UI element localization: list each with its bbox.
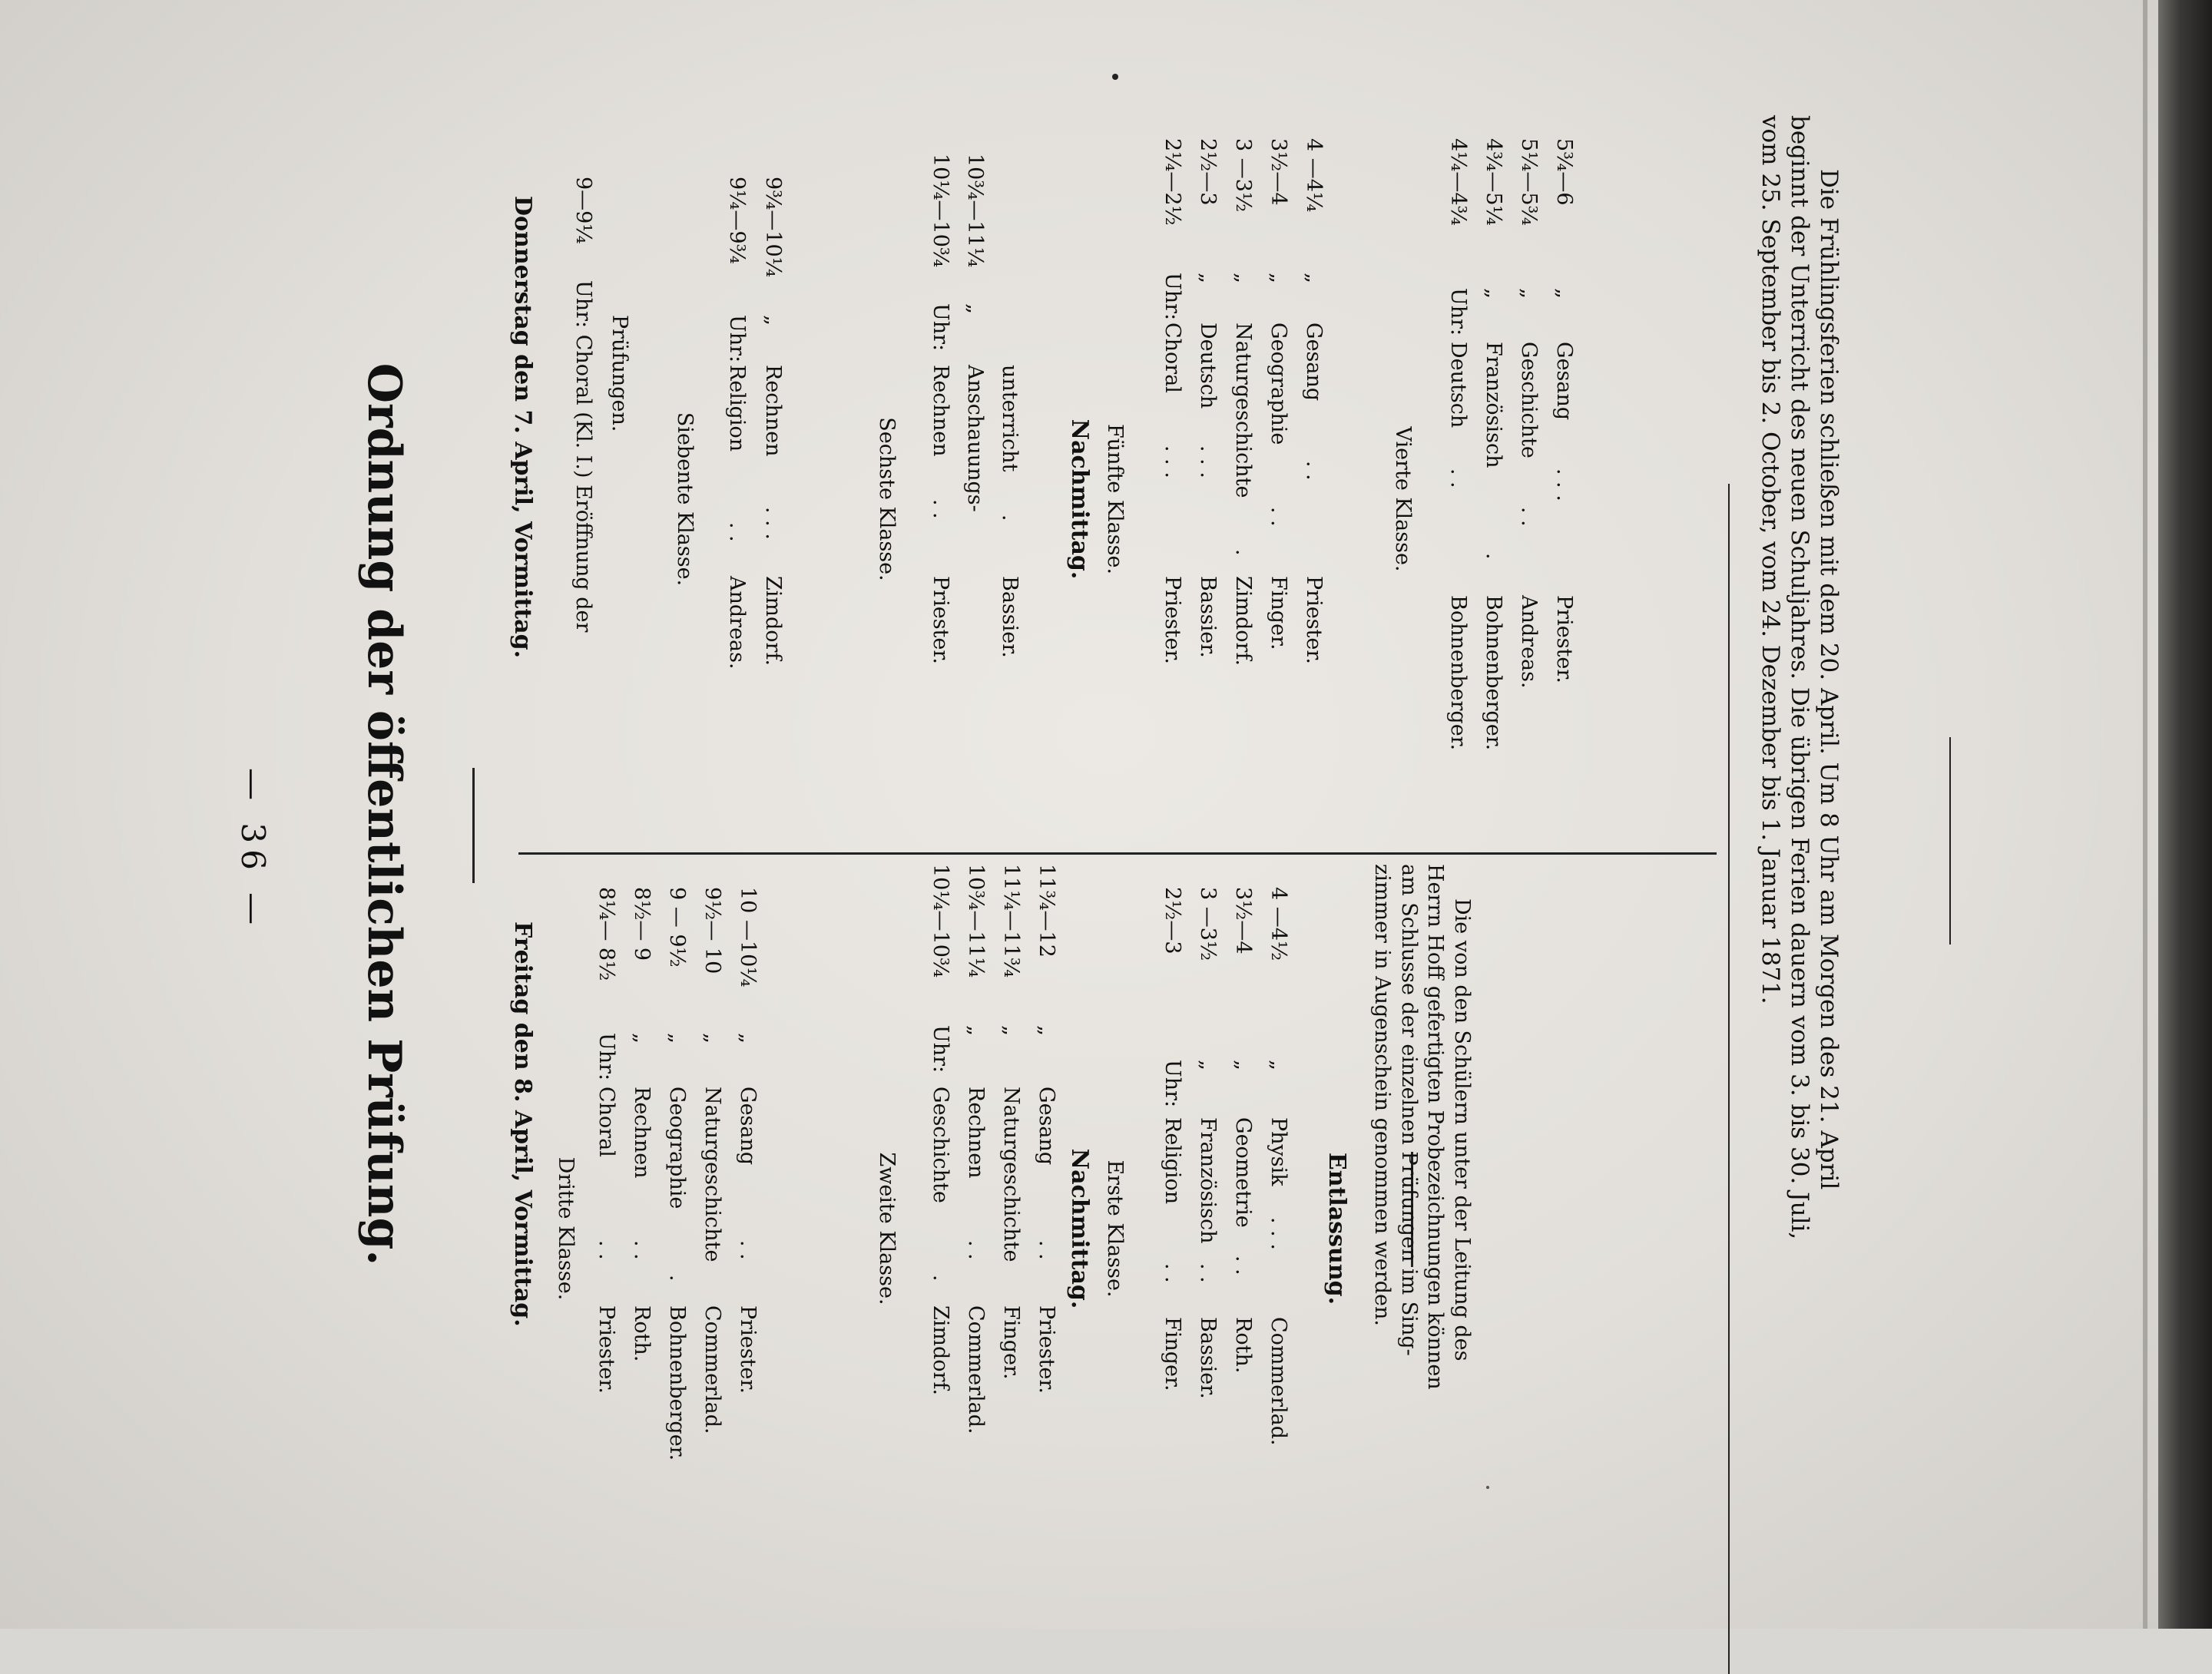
class2-row: [926, 864, 952, 1593]
footer-line: vom 25. September bis 2. October, vom 24. Dezember bis 1. Januar 1871.: [1756, 115, 1784, 1004]
row-teacher: Finger.: [1267, 576, 1290, 650]
class5-row: [1194, 138, 1220, 829]
class1-row: [1194, 887, 1220, 1593]
footer-rule: [1949, 737, 1951, 945]
row-uhr: „: [1552, 288, 1576, 299]
row-teacher: Roth.: [1231, 1317, 1255, 1374]
class7-row: [723, 177, 749, 868]
row-uhr: „: [1196, 1060, 1220, 1070]
row-uhr: „: [630, 1033, 654, 1044]
row-subject: Geschichte: [929, 1087, 952, 1203]
row-time: 2½—3: [1196, 138, 1220, 206]
row-dots: .: [1482, 553, 1505, 560]
row-uhr: „: [1482, 288, 1505, 299]
row-dots: . . .: [1196, 445, 1220, 478]
row-teacher: Priester.: [1035, 1305, 1058, 1394]
row-dots: . . .: [1267, 1217, 1290, 1250]
row-time: 4 —4½: [1267, 887, 1290, 961]
row-time: 2½—3: [1161, 887, 1184, 954]
row-teacher: Zimdorf.: [929, 1305, 952, 1396]
row-subject: Naturgeschichte: [999, 1087, 1023, 1262]
dismissal-heading: Entlassung.: [1323, 1152, 1350, 1305]
row-time: 5¼—5¾: [1517, 138, 1541, 226]
class3-row: [628, 887, 654, 1593]
class5-row: [1300, 138, 1326, 829]
row-dots: . .: [594, 1240, 618, 1260]
class3-row: [733, 887, 760, 1593]
row-uhr: „: [1302, 273, 1326, 283]
row-uhr: „: [1231, 273, 1255, 283]
row-time: 9¼—9¾: [725, 177, 749, 264]
row-teacher: Priester.: [736, 1305, 760, 1394]
row-subject: Naturgeschichte: [1231, 323, 1255, 498]
class2-row: [997, 864, 1023, 1593]
opening-time: 9—9¼: [571, 177, 595, 244]
row-uhr: Uhr:: [725, 315, 749, 363]
row-subject: Rechnen: [630, 1087, 654, 1179]
row-uhr: „: [700, 1033, 724, 1044]
row-teacher: Finger.: [999, 1305, 1023, 1380]
row-uhr: „: [964, 1025, 988, 1036]
class6-row: [961, 154, 987, 845]
row-subject: Französisch: [1196, 1117, 1220, 1244]
paragraph-line: Herrn Hoff gefertigten Probezeichnungen können: [1423, 864, 1448, 1390]
row-subject: Anschauungs-: [963, 365, 987, 512]
row-uhr: Uhr:: [1446, 288, 1470, 336]
class6-row: [995, 154, 1022, 845]
row-teacher: Priester.: [1552, 595, 1576, 683]
row-time: 4¾—5¼: [1482, 138, 1505, 226]
title-rule: [472, 768, 475, 883]
row-time: 3 —3½: [1231, 138, 1255, 213]
page-number: — 36 —: [234, 768, 272, 931]
row-uhr: „: [1267, 1060, 1290, 1070]
row-teacher: Bohnenberger.: [1482, 595, 1505, 751]
row-subject: Rechnen: [964, 1087, 988, 1179]
row-uhr: „: [1231, 1060, 1255, 1070]
row-subject: Rechnen: [761, 365, 785, 457]
row-uhr: „: [665, 1033, 689, 1044]
class4-row: [1515, 138, 1541, 829]
row-uhr: „: [1267, 273, 1290, 283]
class5-row: [1158, 138, 1184, 829]
row-time: 11¾—12: [1035, 864, 1058, 958]
class4-row: [1444, 138, 1470, 829]
class3-row: [663, 887, 689, 1593]
row-dots: . .: [1231, 1256, 1255, 1275]
class2-row: [962, 864, 988, 1593]
row-dots: . .: [736, 1240, 760, 1260]
column-divider: [518, 852, 1717, 855]
row-subject: Gesang: [736, 1087, 760, 1166]
row-teacher: Zimdorf.: [1231, 576, 1255, 667]
section-rule: [1728, 484, 1730, 1674]
row-teacher: Priester.: [594, 1305, 618, 1394]
row-subject: Deutsch: [1196, 323, 1220, 409]
class6-row: [926, 154, 952, 845]
row-dots: . . .: [1552, 468, 1576, 501]
row-subject: Religion: [1161, 1117, 1184, 1205]
row-uhr: „: [1517, 288, 1541, 299]
row-time: 3½—4: [1267, 138, 1290, 206]
row-subject: Deutsch: [1446, 342, 1470, 428]
row-uhr: „: [761, 315, 785, 326]
row-teacher: Commerlad.: [1267, 1317, 1290, 1446]
footer-line: beginnt der Unterricht des neuen Schuljahres. Die übrigen Ferien dauern vom 3. bis 30. Juli,: [1785, 115, 1813, 1240]
row-subject: Naturgeschichte: [700, 1087, 724, 1262]
row-time: 10¾—11¼: [964, 864, 988, 978]
row-dots: . .: [1267, 507, 1290, 527]
opening-row: [569, 177, 595, 868]
row-dots: . .: [725, 522, 749, 542]
row-time: 9½— 10: [700, 887, 724, 974]
row-time: 2¼—2½: [1161, 138, 1184, 226]
row-time: 8¼— 8½: [594, 887, 618, 981]
footer-paragraph: [1756, 115, 1843, 1551]
thursday-afternoon: Nachmittag.: [1066, 418, 1093, 580]
class2-row: [1032, 864, 1058, 1593]
row-teacher: Commerlad.: [700, 1305, 724, 1434]
row-uhr: „: [999, 1025, 1023, 1036]
row-dots: . .: [964, 1240, 988, 1260]
friday-heading: Freitag den 8. April, Vormittag.: [509, 921, 536, 1327]
row-dots: . . .: [1161, 445, 1184, 478]
friday-afternoon: Nachmittag.: [1066, 1148, 1093, 1309]
row-teacher: Commerlad.: [964, 1305, 988, 1434]
paragraph-line: Die von den Schülern unter der Leitung des: [1450, 898, 1474, 1361]
row-uhr: Uhr:: [929, 303, 952, 352]
row-time: 10 —10¼: [736, 887, 760, 988]
row-time: 10¾—11¼: [963, 154, 987, 268]
row-time: 9 — 9½: [665, 887, 689, 968]
row-dots: . .: [1446, 468, 1470, 488]
row-uhr: „: [1035, 1025, 1058, 1036]
opening-text-cont: Prüfungen.: [608, 315, 631, 432]
row-time: 11¼—11¾: [999, 864, 1023, 978]
row-teacher: Zimdorf.: [761, 576, 785, 667]
row-subject: Choral: [594, 1087, 618, 1157]
class4-row: [1479, 138, 1505, 829]
row-teacher: Finger.: [1161, 1317, 1184, 1391]
row-uhr: „: [736, 1033, 760, 1044]
row-subject: Gesang: [1302, 323, 1326, 402]
row-dots: . .: [1196, 1263, 1220, 1283]
row-dots: . .: [1161, 1263, 1184, 1283]
row-subject: Geometrie: [1231, 1117, 1255, 1228]
row-teacher: Roth.: [630, 1305, 654, 1362]
row-subject: Geographie: [1267, 323, 1290, 445]
row-subject: Französisch: [1482, 342, 1505, 468]
class3-row: [698, 887, 724, 1593]
paragraph-line: zimmer in Augenschein genommen werden.: [1370, 864, 1395, 1326]
class6-heading: Sechste Klasse.: [875, 417, 899, 581]
class7-row: [759, 177, 785, 868]
row-dots: .: [998, 514, 1022, 521]
row-dots: . .: [1517, 507, 1541, 527]
opening-text: Uhr: Choral (Kl. I.) Eröffnung der: [571, 280, 595, 633]
row-dots: . . .: [761, 507, 785, 540]
footer-line: Die Frühlingsferien schließen mit dem 20. April. Um 8 Uhr am Morgen des 21. April: [1815, 169, 1843, 1190]
class4-row: [1550, 138, 1576, 829]
row-dots: . .: [1302, 461, 1326, 481]
row-teacher: Bohnenberger.: [1446, 595, 1470, 751]
row-teacher: Andreas.: [725, 576, 749, 670]
class5-row: [1264, 138, 1290, 829]
class5-heading: Fünfte Klasse.: [1103, 423, 1127, 575]
row-teacher: Bassier.: [1196, 576, 1220, 658]
row-subject: Gesang: [1552, 342, 1576, 421]
row-teacher: Bassier.: [998, 576, 1022, 658]
class1-heading: Erste Klasse.: [1103, 1160, 1127, 1298]
class1-row: [1229, 887, 1255, 1593]
row-time: 10¼—10¾: [929, 864, 952, 978]
class3-heading: Dritte Klasse.: [554, 1156, 578, 1301]
class7-heading: Siebente Klasse.: [673, 412, 697, 587]
dismissal-paragraph: [1369, 864, 1475, 1593]
row-time: 5¾—6: [1552, 138, 1576, 206]
row-subject: Physik: [1267, 1117, 1290, 1186]
row-time: 8½— 9: [630, 887, 654, 961]
row-time: 3 —3½: [1196, 887, 1220, 961]
row-uhr: Uhr:: [1161, 1060, 1184, 1108]
row-subject: unterricht: [998, 365, 1022, 472]
row-uhr: Uhr:: [1161, 273, 1184, 321]
row-dots: . .: [1035, 1240, 1058, 1260]
row-teacher: Priester.: [1302, 576, 1326, 664]
row-teacher: Andreas.: [1517, 595, 1541, 689]
class5-row: [1229, 138, 1255, 829]
class1-row: [1158, 887, 1184, 1593]
row-subject: Gesang: [1035, 1087, 1058, 1166]
row-uhr: Uhr:: [594, 1033, 618, 1081]
row-dots: .: [1231, 549, 1255, 556]
row-uhr: Uhr:: [929, 1025, 952, 1074]
row-teacher: Priester.: [929, 576, 952, 664]
row-dots: .: [665, 1275, 689, 1282]
row-time: 4 —4¼: [1302, 138, 1326, 213]
page-title: Ordnung der öffentlichen Prüfung.: [357, 362, 411, 1266]
thursday-heading: Donnerstag den 7. April, Vormittag.: [509, 196, 536, 659]
row-uhr: „: [1196, 273, 1220, 283]
row-dots: . .: [929, 499, 952, 519]
row-time: 9¾—10¼: [761, 177, 785, 277]
class2-heading: Zweite Klasse.: [875, 1152, 899, 1305]
row-time: 3½—4: [1231, 887, 1255, 954]
class4-heading: Vierte Klasse.: [1391, 426, 1415, 572]
row-subject: Geographie: [665, 1087, 689, 1209]
row-subject: Geschichte: [1517, 342, 1541, 458]
row-teacher: Priester.: [1161, 576, 1184, 664]
row-dots: . .: [630, 1240, 654, 1260]
row-teacher: Bassier.: [1196, 1317, 1220, 1399]
row-teacher: Bohnenberger.: [665, 1305, 689, 1461]
row-subject: Rechnen: [929, 365, 952, 457]
paragraph-line: am Schlusse der einzelnen Prüfungen im Sing-: [1396, 864, 1421, 1356]
row-uhr: „: [963, 303, 987, 314]
row-subject: Religion: [725, 365, 749, 452]
row-subject: Choral: [1161, 323, 1184, 393]
class3-row: [592, 887, 618, 1593]
class1-row: [1264, 887, 1290, 1593]
row-dots: .: [929, 1275, 952, 1282]
row-time: 10¼—10¾: [929, 154, 952, 268]
row-time: 4¼—4¾: [1446, 138, 1470, 226]
